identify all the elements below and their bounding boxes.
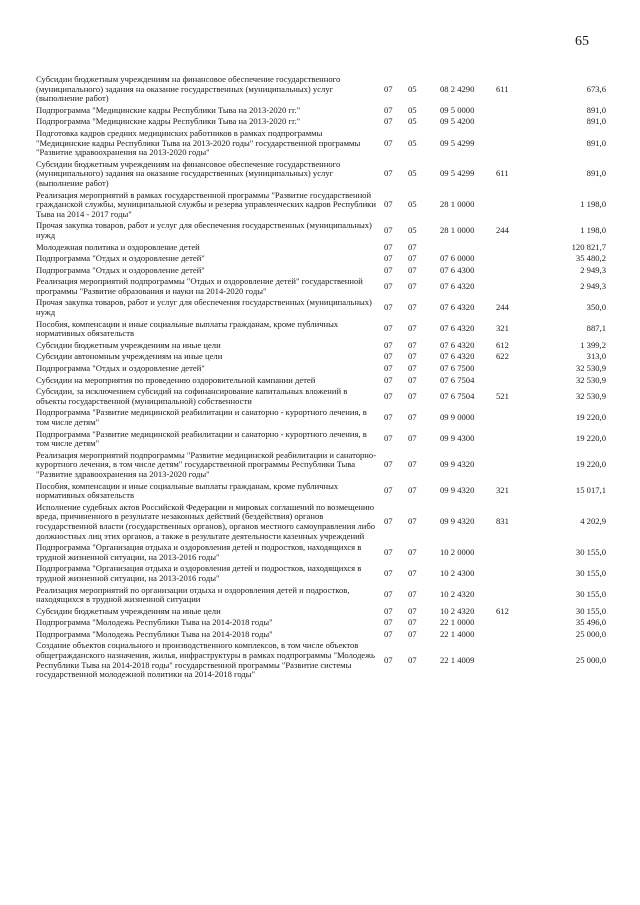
row-subsection-code: 07	[408, 568, 417, 579]
row-name: Реализация мероприятий подпрограммы "Отдых и оздоровление детей" государственной программы "Развитие образования и науки на 2014-2020 годы"	[36, 276, 363, 296]
row-amount: 35 480,2	[575, 253, 606, 264]
row-subsection-code: 05	[408, 116, 417, 127]
row-target-article: 09 9 0000	[440, 412, 475, 423]
row-name: Подпрограмма "Организация отдыха и оздоровления детей и подростков, находящихся в трудной жизненной ситуации, на 2013-2016 годы"	[36, 563, 362, 583]
table-row	[36, 407, 606, 428]
table-row	[36, 297, 606, 318]
row-subsection-code: 07	[408, 605, 417, 616]
row-name: Подпрограмма "Молодежь Республики Тыва на 2014-2018 годы"	[36, 617, 273, 628]
row-subsection-code: 07	[408, 302, 417, 313]
row-amount: 30 155,0	[575, 605, 606, 616]
row-amount: 32 530,9	[575, 391, 606, 402]
row-target-article: 07 6 4320	[440, 323, 475, 334]
row-section-code: 07	[384, 339, 393, 350]
row-name: Подпрограмма "Организация отдыха и оздоровления детей и подростков, находящихся в трудной жизненной ситуации, на 2013-2016 годы"	[36, 542, 362, 562]
row-expense-type: 521	[496, 391, 509, 402]
row-subsection-code: 07	[408, 589, 417, 600]
table-row	[36, 375, 606, 387]
row-amount: 891,0	[586, 168, 606, 179]
row-section-code: 07	[384, 391, 393, 402]
row-amount: 891,0	[586, 116, 606, 127]
table-row	[36, 74, 606, 105]
row-name: Реализация мероприятий по организации отдыха и оздоровления детей и подростков, находящихся в трудной жизненной ситуации	[36, 584, 350, 605]
row-section-code: 07	[384, 412, 393, 423]
row-name: Молодежная политика и оздоровление детей	[36, 241, 200, 252]
row-amount: 1 399,2	[580, 339, 606, 350]
row-section-code: 07	[384, 264, 393, 275]
row-amount: 350,0	[586, 302, 606, 313]
row-target-article: 09 9 4300	[440, 433, 475, 444]
row-expense-type: 244	[496, 302, 509, 313]
row-subsection-code: 07	[408, 323, 417, 334]
table-row	[36, 253, 606, 265]
row-target-article: 07 6 7504	[440, 391, 475, 402]
row-target-article: 07 6 4300	[440, 264, 475, 275]
row-amount: 313,0	[586, 351, 606, 362]
row-name: Прочая закупка товаров, работ и услуг для обеспечения государственных (муниципальных) нужд	[36, 220, 372, 240]
row-target-article: 07 6 4320	[440, 302, 475, 313]
row-target-article: 28 1 0000	[440, 199, 475, 210]
row-amount: 30 155,0	[575, 546, 606, 557]
row-target-article: 07 6 4320	[440, 281, 475, 292]
row-expense-type: 612	[496, 339, 509, 350]
row-section-code: 07	[384, 253, 393, 264]
table-row	[36, 585, 606, 606]
row-name: Подпрограмма "Развитие медицинской реабилитации и санаторно - курортного лечения, в том числе детям"	[36, 428, 367, 449]
row-target-article: 22 1 4000	[440, 628, 475, 639]
row-section-code: 07	[384, 225, 393, 236]
row-subsection-code: 07	[408, 654, 417, 665]
row-subsection-code: 05	[408, 104, 417, 115]
row-section-code: 07	[384, 485, 393, 496]
row-section-code: 07	[384, 302, 393, 313]
row-name: Подпрограмма "Медицинские кадры Республики Тыва на 2013-2020 гг."	[36, 116, 301, 127]
row-expense-type: 611	[496, 168, 509, 179]
row-subsection-code: 07	[408, 617, 417, 628]
row-subsection-code: 05	[408, 137, 417, 148]
row-amount: 891,0	[586, 104, 606, 115]
row-section-code: 07	[384, 516, 393, 527]
row-amount: 15 017,1	[575, 485, 606, 496]
row-subsection-code: 07	[408, 363, 417, 374]
row-name: Субсидии бюджетным учреждениям на иные цели	[36, 605, 221, 616]
row-section-code: 07	[384, 281, 393, 292]
row-expense-type: 611	[496, 83, 509, 94]
table-row	[36, 276, 606, 297]
row-subsection-code: 07	[408, 433, 417, 444]
row-target-article: 10 2 0000	[440, 546, 475, 557]
row-name: Исполнение судебных актов Российской Федерации и мировых соглашений по возмещению вреда, причиненного в результате незаконных действий (бездействия) органов государственной власти (государственных органов), органов местного самоуправления либо должностных лиц этих органов, а также в результате деятельности казенных учреждений	[36, 501, 376, 541]
row-subsection-code: 05	[408, 225, 417, 236]
row-amount: 25 000,0	[575, 654, 606, 665]
row-expense-type: 622	[496, 351, 509, 362]
row-section-code: 07	[384, 168, 393, 179]
table-row	[36, 542, 606, 563]
row-target-article: 09 9 4320	[440, 485, 475, 496]
row-subsection-code: 07	[408, 374, 417, 385]
row-target-article: 07 6 7500	[440, 363, 475, 374]
row-amount: 1 198,0	[580, 199, 606, 210]
row-section-code: 07	[384, 628, 393, 639]
row-section-code: 07	[384, 605, 393, 616]
row-name: Подпрограмма "Отдых и оздоровление детей"	[36, 264, 205, 275]
row-name: Субсидии на мероприятия по проведению оздоровительной кампании детей	[36, 374, 316, 385]
row-target-article: 09 5 4299	[440, 168, 475, 179]
row-subsection-code: 07	[408, 241, 417, 252]
row-name: Реализация мероприятий подпрограммы "Развитие медицинской реабилитации и санаторно-курортного лечения, в том числе детям" государственной программы Республики Тыва "Развитие здравоохранения на 2013-2020 годы"	[36, 449, 377, 479]
row-amount: 120 821,7	[571, 241, 606, 252]
row-amount: 32 530,9	[575, 363, 606, 374]
table-row	[36, 386, 606, 407]
row-subsection-code: 07	[408, 253, 417, 264]
table-row	[36, 502, 606, 542]
row-amount: 2 949,3	[580, 281, 606, 292]
row-subsection-code: 07	[408, 516, 417, 527]
row-target-article: 09 9 4320	[440, 516, 475, 527]
row-subsection-code: 07	[408, 351, 417, 362]
table-row	[36, 319, 606, 340]
row-name: Пособия, компенсации и иные социальные выплаты гражданам, кроме публичных нормативных обязательств	[36, 480, 339, 501]
budget-table	[36, 74, 606, 681]
row-subsection-code: 07	[408, 485, 417, 496]
row-section-code: 07	[384, 433, 393, 444]
row-target-article: 28 1 0000	[440, 225, 475, 236]
table-row	[36, 351, 606, 363]
table-row	[36, 242, 606, 254]
row-section-code: 07	[384, 83, 393, 94]
row-amount: 30 155,0	[575, 589, 606, 600]
row-name: Подпрограмма "Медицинские кадры Республики Тыва на 2013-2020 гг."	[36, 104, 301, 115]
row-amount: 673,6	[586, 83, 606, 94]
row-name: Подпрограмма "Молодежь Республики Тыва на 2014-2018 годы"	[36, 628, 273, 639]
row-amount: 19 220,0	[575, 459, 606, 470]
row-name: Подпрограмма "Отдых и оздоровление детей"	[36, 253, 205, 264]
table-row	[36, 128, 606, 159]
row-expense-type: 612	[496, 605, 509, 616]
row-target-article: 07 6 0000	[440, 253, 475, 264]
row-amount: 887,1	[586, 323, 606, 334]
row-amount: 2 949,3	[580, 264, 606, 275]
row-subsection-code: 07	[408, 628, 417, 639]
row-section-code: 07	[384, 459, 393, 470]
table-row	[36, 265, 606, 277]
row-name: Субсидии бюджетным учреждениям на финансовое обеспечение государственного (муниципального) задания на оказание государственных (муниципальных) услуг (выполнение работ)	[36, 158, 341, 188]
row-target-article: 10 2 4320	[440, 589, 475, 600]
row-name: Прочая закупка товаров, работ и услуг для обеспечения государственных (муниципальных) нужд	[36, 297, 372, 318]
page-number: 65	[575, 34, 589, 49]
row-target-article: 09 5 4200	[440, 116, 475, 127]
table-row	[36, 629, 606, 641]
row-amount: 891,0	[586, 137, 606, 148]
row-expense-type: 831	[496, 516, 509, 527]
row-section-code: 07	[384, 104, 393, 115]
row-name: Пособия, компенсации и иные социальные выплаты гражданам, кроме публичных нормативных обязательств	[36, 318, 339, 339]
row-target-article: 10 2 4300	[440, 568, 475, 579]
row-subsection-code: 07	[408, 264, 417, 275]
row-section-code: 07	[384, 374, 393, 385]
row-expense-type: 321	[496, 485, 509, 496]
table-row	[36, 606, 606, 618]
row-name: Субсидии автономным учреждениям на иные цели	[36, 351, 223, 362]
row-section-code: 07	[384, 617, 393, 628]
table-row	[36, 340, 606, 352]
row-target-article: 22 1 4009	[440, 654, 475, 665]
row-target-article: 10 2 4320	[440, 605, 475, 616]
row-section-code: 07	[384, 546, 393, 557]
row-subsection-code: 07	[408, 391, 417, 402]
row-name: Подпрограмма "Отдых и оздоровление детей"	[36, 363, 205, 374]
table-row	[36, 190, 606, 221]
table-row	[36, 563, 606, 584]
row-expense-type: 321	[496, 323, 509, 334]
table-row	[36, 450, 606, 481]
row-amount: 19 220,0	[575, 412, 606, 423]
row-amount: 1 198,0	[580, 225, 606, 236]
row-section-code: 07	[384, 137, 393, 148]
row-name: Субсидии бюджетным учреждениям на финансовое обеспечение государственного (муниципального) задания на оказание государственных (муниципальных) услуг (выполнение работ)	[36, 74, 341, 104]
table-row	[36, 429, 606, 450]
row-subsection-code: 05	[408, 199, 417, 210]
table-row	[36, 363, 606, 375]
row-subsection-code: 07	[408, 459, 417, 470]
table-row	[36, 105, 606, 117]
row-name: Создание объектов социального и производственного комплексов, в том числе объектов общегражданского назначения, жилья, инфраструктуры в рамках подпрограммы "Молодежь Республики Тыва на 2014-2018 годы" государственной программы "Развитие системы государственной молодежной политики на 2014-2018 годы"	[36, 640, 375, 680]
row-amount: 30 155,0	[575, 568, 606, 579]
row-target-article: 08 2 4290	[440, 83, 475, 94]
row-name: Субсидии бюджетным учреждениям на иные цели	[36, 339, 221, 350]
row-name: Реализация мероприятий в рамках государственной программы "Развитие государственной гражданской службы, муниципальной службы и резерва управленческих кадров Республики Тыва на 2014 - 2017 годы"	[36, 189, 376, 219]
row-expense-type: 244	[496, 225, 509, 236]
row-section-code: 07	[384, 363, 393, 374]
row-subsection-code: 07	[408, 412, 417, 423]
row-section-code: 07	[384, 589, 393, 600]
row-name: Подпрограмма "Развитие медицинской реабилитации и санаторно - курортного лечения, в том числе детям"	[36, 407, 367, 427]
row-amount: 4 202,9	[580, 516, 606, 527]
row-section-code: 07	[384, 199, 393, 210]
row-name: Субсидии, за исключением субсидий на софинансирование капитальных вложений в объекты государственной (муниципальной) собственности	[36, 386, 348, 406]
row-target-article: 09 9 4320	[440, 459, 475, 470]
row-target-article: 09 5 0000	[440, 104, 475, 115]
row-subsection-code: 07	[408, 339, 417, 350]
table-row	[36, 617, 606, 629]
table-row	[36, 159, 606, 190]
row-section-code: 07	[384, 654, 393, 665]
table-row	[36, 481, 606, 502]
row-amount: 25 000,0	[575, 628, 606, 639]
row-amount: 19 220,0	[575, 433, 606, 444]
table-row	[36, 116, 606, 128]
row-section-code: 07	[384, 241, 393, 252]
row-section-code: 07	[384, 351, 393, 362]
row-amount: 35 496,0	[575, 617, 606, 628]
row-name: Подготовка кадров средних медицинских работников в рамках подпрограммы "Медицинские кадры Республики Тыва на 2013-2020 годы" государственной программы "Развитие здравоохранения на 2013-2020 годы"	[36, 127, 361, 158]
row-section-code: 07	[384, 323, 393, 334]
row-section-code: 07	[384, 116, 393, 127]
row-target-article: 09 5 4299	[440, 137, 475, 148]
row-subsection-code: 05	[408, 168, 417, 179]
row-subsection-code: 05	[408, 83, 417, 94]
table-row	[36, 220, 606, 241]
row-target-article: 22 1 0000	[440, 617, 475, 628]
table-row	[36, 640, 606, 680]
row-subsection-code: 07	[408, 281, 417, 292]
row-target-article: 07 6 4320	[440, 339, 475, 350]
row-amount: 32 530,9	[575, 374, 606, 385]
row-section-code: 07	[384, 568, 393, 579]
row-subsection-code: 07	[408, 546, 417, 557]
row-target-article: 07 6 7504	[440, 374, 475, 385]
row-target-article: 07 6 4320	[440, 351, 475, 362]
